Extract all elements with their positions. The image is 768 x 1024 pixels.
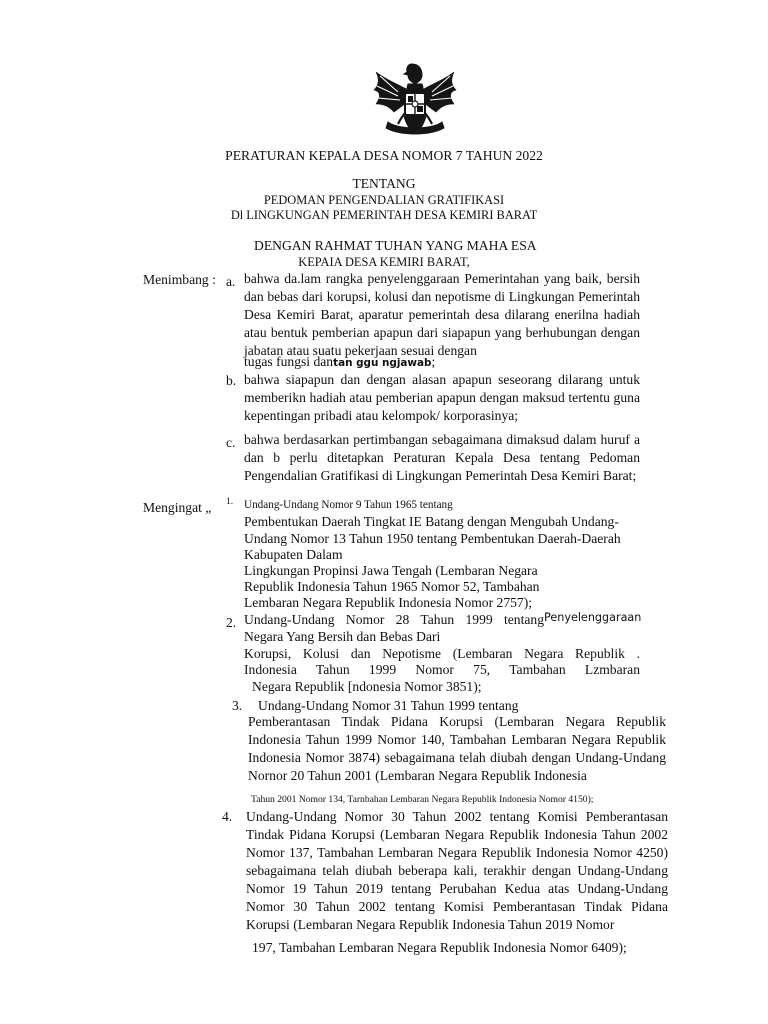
menimbang-b-marker: b.	[226, 373, 237, 388]
mengingat-1-line1: Pembentukan Daerah Tingkat IE Batang dengan Mengubah Undang-	[244, 514, 619, 529]
menimbang-a-ocr-fragment: tan ggu ngjawab	[333, 357, 432, 369]
menimbang-a-marker: a.	[226, 274, 236, 289]
mengingat-2-line4: Negara Republik [ndonesia Nomor 3851);	[252, 679, 482, 694]
mengingat-label: Mengingat „	[143, 500, 212, 515]
mengingat-1-marker: 1.	[226, 496, 234, 507]
mengingat-1-line6: Lembaran Negara Republik Indonesia Nomor 2757);	[244, 595, 533, 610]
mengingat-1-head: Undang-Undang Nomor 9 Tahun 1965 tentang	[244, 499, 453, 511]
mengingat-3-small-line: Tahun 2001 Nomor 134, Tarnbahan Lembaran Negara Republik Indonesia Nomor 4150);	[251, 794, 594, 805]
mengingat-2-head: Undang-Undang Nomor 28 Tahun 1999 tentang	[244, 612, 544, 627]
menimbang-b-text: bahwa siapapun dan dengan alasan apapun seseorang dilarang untuk memberikn hadiah atau pemberian apapun dengan maksud tertentu guna kepentingan pribadi atau kelompok/ korporasinya;	[244, 372, 640, 423]
menimbang-a-last-end: ;	[431, 354, 436, 369]
mengingat-1-line5: Republik Indonesia Tahun 1965 Nomor 52, Tambahan	[244, 579, 540, 594]
garuda-emblem-icon	[368, 50, 462, 142]
mengingat-2-head-tail: Penyelenggaraan	[544, 611, 642, 624]
mengingat-4-marker: 4.	[222, 809, 233, 824]
mengingat-1-line3: Kabupaten Dalam	[244, 547, 343, 562]
menimbang-a-last-line	[244, 353, 435, 372]
mengingat-3-marker: 3.	[232, 698, 243, 713]
mengingat-2-line2: Korupsi, Kolusi dan Nepotisme (Lembaran Negara Republik .	[244, 646, 640, 661]
mengingat-4-text: Undang-Undang Nomor 30 Tahun 2002 tentang Komisi Pemberantasan Tindak Pidana Korupsi (Lembaran Negara Republik Indonesia Tahun 2002 Nomor 137, Tambahan Lembaran Negara Republik Indonesia Nomor 4250) sebagaimana telah diubah beberapa kali, terakhir dengan Undang-Undang Nomor 19 Tahun 2019 tentang Perubahan Kedua atas Undang-Undang Nomor 30 Tahun 2002 tentang Komisi Pemberantasan Tindak Pidana Korupsi (Lembaran Negara Republik Indonesia Tahun 2019 Nomor	[246, 809, 668, 932]
mengingat-1-line4: Lingkungan Propinsi Jawa Tengah (Lembaran Negara	[244, 563, 538, 578]
menimbang-c-marker: c.	[226, 435, 236, 450]
menimbang-a-text: bahwa da.lam rangka penyelenggaraan Pemerintahan yang baik, bersih dan bebas dari korupsi, kolusi dan nepotisme di Lingkungan Pemerintah Desa Kemiri Barat, aparatur pemerintah desa dilarang enerilna hadiah atau bentuk pemberian apapun dari siapapun yang berhubungan dengan jabatan atau suatu pekerjaan sesuai dengan	[244, 271, 640, 358]
mengingat-4-last-line: 197, Tambahan Lembaran Negara Republik Indonesia Nomor 6409);	[252, 940, 627, 955]
menimbang-c-text: bahwa berdasarkan pertimbangan sebagaimana dimaksud dalam huruf a dan b perlu ditetapkan Peraturan Kepala Desa tentang Pedoman Pengendalian Gratifikasi di Lingkungan Pemerintah Desa Kemiri Barat;	[244, 432, 640, 483]
mengingat-2-line3: Indonesia Tahun 1999 Nomor 75, Tambahan Lzmbaran	[244, 662, 640, 677]
mengingat-3-text: Pemberantasan Tindak Pidana Korupsi (Lembaran Negara Republik Indonesia Tahun 1999 Nomor 140, Tambahan Lembaran Negara Republik Indonesia Nomor 3874) sebagaimana telah diubah dengan Undang-Undang Nornor 20 Tahun 2001 (Lembaran Negara Republik Indonesia	[248, 714, 666, 783]
mengingat-2-marker: 2.	[226, 615, 237, 630]
mengingat-2-line1: Negara Yang Bersih dan Bebas Dari	[244, 629, 441, 644]
mengingat-1-line2: Undang Nomor 13 Tahun 1950 tentang Pembentukan Daerah-Daerah	[244, 531, 621, 546]
regulation-title: PERATURAN KEPALA DESA NOMOR 7 TAHUN 2022	[225, 148, 543, 163]
blessing-line: DENGAN RAHMAT TUHAN YANG MAHA ESA	[254, 238, 537, 253]
subject-line-1: PEDOMAN PENGENDALIAN GRATIFIKASI	[263, 193, 505, 207]
menimbang-label: Menimbang :	[143, 272, 216, 287]
official-title: KEPAIA DESA KEMIRI BARAT,	[298, 255, 470, 269]
mengingat-3-head: Undang-Undang Nomor 31 Tahun 1999 tentang	[258, 698, 519, 713]
tentang-heading: TENTANG	[352, 176, 416, 191]
subject-line-2: Dl LINGKUNGAN PEMERINTAH DESA KEMIRI BARAT	[230, 208, 538, 222]
menimbang-a-last-prefix: tugas fungsi dan	[244, 354, 334, 369]
